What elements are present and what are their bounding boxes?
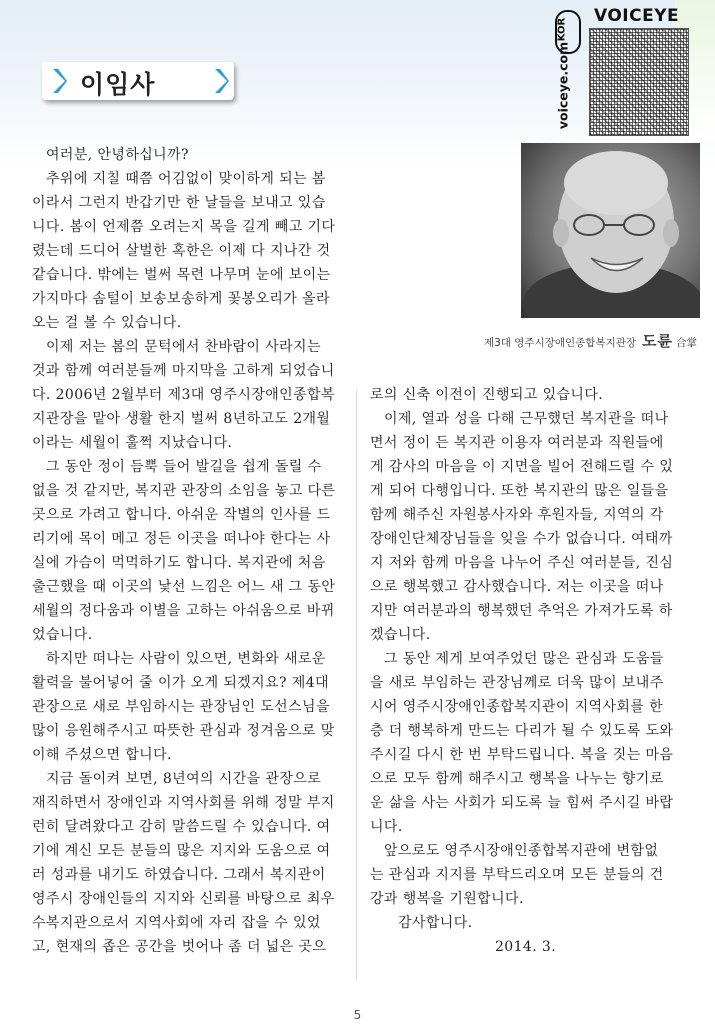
text-line: 것과 함께 여러분들께 마지막을 고하게 되었습니 (32, 363, 335, 379)
text-line: 다. 2006년 2월부터 제3대 영주시장애인종합복 (32, 387, 335, 403)
text-line: 재직하면서 장애인과 지역사회를 위해 정말 부지 (32, 795, 335, 811)
page-title: 이임사 (80, 70, 156, 99)
text-line: 그 동안 정이 듬뿍 들어 발길을 쉽게 돌릴 수 (46, 459, 322, 475)
text-line: 운 삶을 사는 사회가 되도록 늘 힘써 주시길 바랍 (370, 795, 674, 811)
text-line: 로의 신축 이전이 진행되고 있습니다. (370, 387, 604, 403)
photo-caption (484, 330, 697, 351)
voiceye-brand: VOICEYE (594, 6, 680, 26)
text-line: 런히 달려왔다고 감히 말씀드릴 수 있습니다. 여 (32, 819, 331, 835)
text-line: 지관장을 맡아 생활 한지 벌써 8년하고도 2개월 (32, 411, 331, 427)
text-line: 고, 현재의 좁은 공간을 벗어나 좀 더 넓은 곳으 (32, 939, 327, 955)
title-banner (42, 62, 234, 100)
text-line: 겠습니다. (370, 627, 431, 643)
text-line: 같습니다. 밖에는 벌써 목련 나무며 눈에 보이는 (32, 267, 331, 283)
text-line: 러 성과를 내기도 하였습니다. 그래서 복지관이 (32, 867, 326, 883)
text-line: 리기에 목이 메고 정든 이곳을 떠나야 한다는 사 (32, 531, 331, 547)
date-line: 2014. 3. (495, 939, 557, 955)
text-line: 이라는 세월이 훌쩍 지났습니다. (32, 435, 233, 451)
chevron-right-icon (50, 67, 68, 95)
text-line: 이라서 그런지 반갑기만 한 날들을 보내고 있습 (32, 195, 326, 211)
text-line: 하지만 떠나는 사람이 있으면, 변화와 새로운 (46, 651, 326, 667)
text-line: 주시길 다시 한 번 부탁드립니다. 복을 짓는 마음 (370, 747, 674, 763)
text-line: 활력을 불어넣어 줄 이가 오게 되겠지요? 제4대 (32, 675, 329, 691)
text-line: 지 저와 함께 마음을 나누어 주신 여러분들, 진심 (370, 555, 674, 571)
text-line: 영주시 장애인들의 지지와 신뢰를 바탕으로 최우 (32, 891, 335, 907)
text-line: 지금 돌이켜 보면, 8년여의 시간을 관장으로 (46, 771, 322, 787)
text-line: 강과 행복을 기원합니다. (370, 891, 524, 907)
text-line: 없을 것 같지만, 복지관 관장의 소임을 놓고 다른 (32, 483, 336, 499)
text-line: 층 더 행복하게 만드는 다리가 될 수 있도록 도와 (370, 723, 674, 739)
text-line: 추위에 지칠 때쯤 어김없이 맞이하게 되는 봄 (46, 171, 326, 187)
text-line: 관장으로 새로 부임하시는 관장님인 도선스님을 (32, 699, 330, 715)
text-line: 었습니다. (32, 627, 93, 643)
text-line: 으로 모두 함께 해주시고 행복을 나누는 향기로 (370, 771, 664, 787)
text-line: 기에 계신 모든 분들의 많은 지지와 도움으로 여 (32, 843, 331, 859)
text-line: 이제, 열과 성을 다해 근무했던 복지관을 떠나 (384, 411, 669, 427)
body-column-left (32, 143, 342, 959)
page-number: 5 (353, 1008, 362, 1022)
text-line: 곳으로 가려고 합니다. 아쉬운 작별의 인사를 드 (32, 507, 331, 523)
text-line: 지만 여러분과의 행복했던 추억은 가져가도록 하 (370, 603, 673, 619)
text-line: 세월의 정다움과 이별을 고하는 아쉬움으로 바뀌 (32, 603, 335, 619)
text-line: 이제 저는 봄의 문턱에서 찬바람이 사라지는 (46, 339, 321, 355)
text-line: 니다. 봄이 언제쯤 오려는지 목을 길게 빼고 기다 (32, 219, 336, 235)
text-line: 함께 해주신 자원봉사자와 후원자들, 지역의 각 (370, 507, 664, 523)
closing-greeting: 감사합니다. (398, 915, 473, 931)
text-line: 여러분, 안녕하십니까? (46, 147, 189, 163)
text-line: 게 감사의 마음을 이 지면을 빌어 전해드릴 수 있 (370, 459, 674, 475)
text-line: 오는 걸 볼 수 있습니다. (32, 315, 182, 331)
chevron-right-icon (212, 67, 230, 95)
text-line: 장애인단체장님들을 잊을 수가 없습니다. 여태까 (370, 531, 673, 547)
author-photo (521, 143, 700, 318)
text-line: 는 관심과 지지를 부탁드리오며 모든 분들의 건 (370, 867, 664, 883)
text-line: 니다. (370, 819, 403, 835)
text-line: 실에 가슴이 먹먹하기도 합니다. 복지관에 처음 (32, 555, 326, 571)
voiceye-barcode (589, 28, 689, 136)
portrait-illustration (521, 143, 700, 318)
text-line: 이해 주셨으면 합니다. (32, 747, 172, 763)
kor-badge: KOR (555, 10, 581, 54)
text-line: 가지마다 솜털이 보송보송하게 꽃봉오리가 올라 (32, 291, 330, 307)
text-line: 을 새로 부임하는 관장님께로 더욱 많이 보내주 (370, 675, 664, 691)
text-line: 출근했을 때 이곳의 낯선 느낌은 어느 새 그 동안 (32, 579, 336, 595)
caption-suffix: 合掌 (676, 337, 697, 349)
text-line: 게 되어 다행입니다. 또한 복지관의 많은 일들을 (370, 483, 669, 499)
caption-org-title: 제3대 영주시장애인종합복지관장 (483, 337, 637, 349)
voiceye-code-block (549, 0, 699, 140)
body-column-right (370, 383, 700, 959)
column-divider (356, 390, 357, 980)
text-line: 앞으로도 영주시장애인종합복지관에 변함없 (384, 843, 659, 859)
text-line: 면서 정이 든 복지관 이용자 여러분과 직원들에 (370, 435, 664, 451)
voiceye-site: voiceye.com (555, 41, 571, 130)
text-line: 으로 행복했고 감사했습니다. 저는 이곳을 떠나 (370, 579, 664, 595)
text-line: 그 동안 제게 보여주었던 많은 관심과 도움들 (384, 651, 664, 667)
caption-name: 도륜 (642, 332, 673, 350)
text-line: 많이 응원해주시고 따뜻한 관심과 정겨움으로 맞 (32, 723, 335, 739)
text-line: 시어 영주시장애인종합복지관이 지역사회를 한 (370, 699, 664, 715)
text-line: 렸는데 드디어 살벌한 혹한은 이제 다 지나간 것 (32, 243, 331, 259)
text-line: 수복지관으로서 지역사회에 자리 잡을 수 있었 (32, 915, 321, 931)
